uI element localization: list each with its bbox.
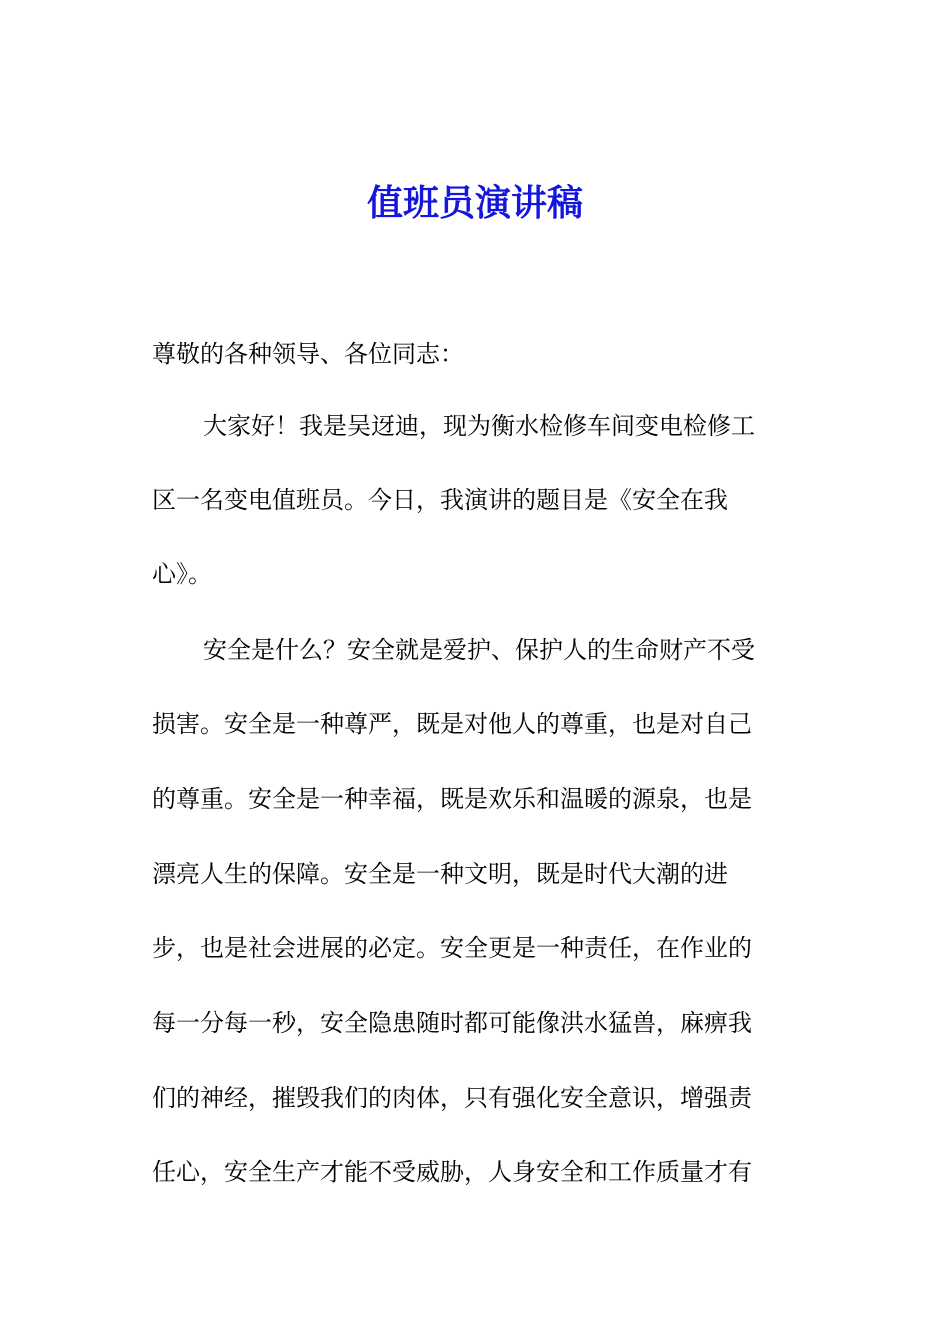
paragraph-line: 损害。安全是一种尊严，既是对他人的尊重，也是对自己	[152, 710, 752, 738]
paragraph-line: 们的神经，摧毁我们的肉体，只有强化安全意识，增强责	[152, 1084, 752, 1112]
paragraph-line: 心》。	[152, 560, 212, 588]
paragraph-line: 任心，安全生产才能不受威胁，人身安全和工作质量才有	[152, 1158, 752, 1186]
salutation-line: 尊敬的各种领导、各位同志：	[152, 340, 464, 368]
paragraph-line: 漂亮人生的保障。安全是一种文明，既是时代大潮的进	[152, 860, 728, 888]
paragraph-line: 安全是什么？安全就是爱护、保护人的生命财产不受	[203, 636, 755, 664]
paragraph-line: 每一分每一秒，安全隐患随时都可能像洪水猛兽，麻痹我	[152, 1009, 752, 1037]
paragraph-line: 大家好！我是吴迓迪，现为衡水检修车间变电检修工	[203, 412, 755, 440]
paragraph-line: 步，也是社会进展的必定。安全更是一种责任，在作业的	[152, 934, 752, 962]
document-title: 值班员演讲稿	[366, 182, 583, 224]
paragraph-line: 区一名变电值班员。今日，我演讲的题目是《安全在我	[152, 486, 728, 514]
paragraph-line: 的尊重。安全是一种幸福，既是欢乐和温暖的源泉，也是	[152, 785, 752, 813]
